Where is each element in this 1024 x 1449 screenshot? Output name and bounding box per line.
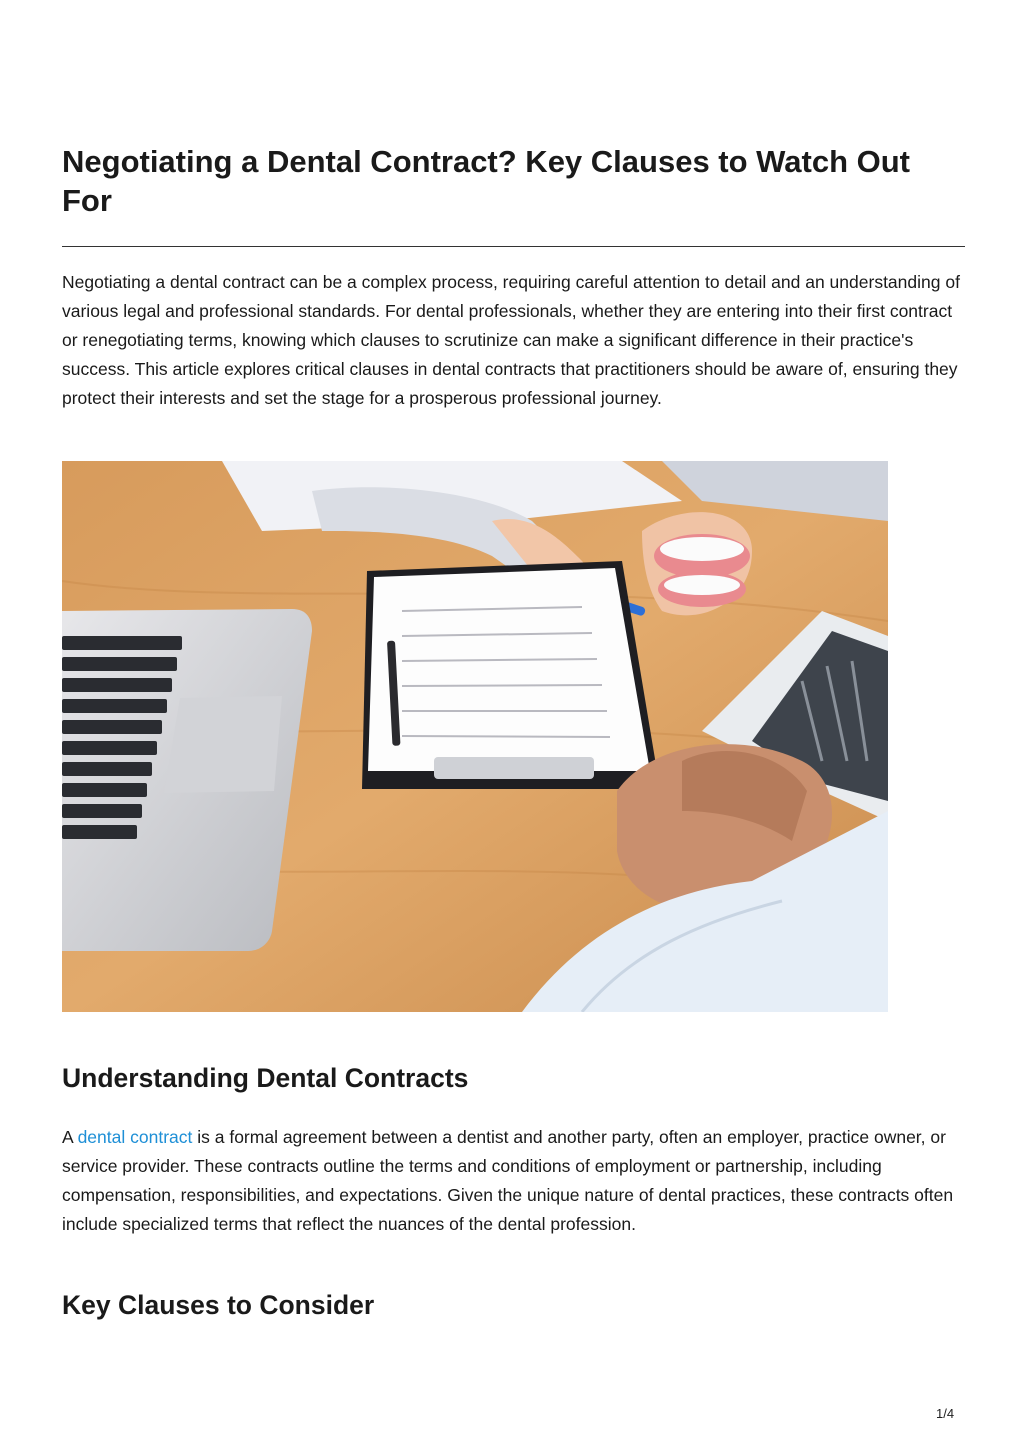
title-divider bbox=[62, 246, 965, 247]
page-number: 1/4 bbox=[936, 1406, 955, 1421]
paragraph-text-start: A bbox=[62, 1127, 78, 1147]
paragraph-text-end: is a formal agreement between a dentist and another party, often an employer, practice owner, or service provider. These contracts outline the terms and conditions of employment or partnership, including compensation, responsibilities, and expectations. Given the unique nature of dental practices, these contracts often include specialized terms that reflect the nuances of the dental profession. bbox=[62, 1127, 954, 1234]
hero-image bbox=[62, 461, 888, 1012]
section-paragraph bbox=[62, 1123, 967, 1239]
dental-contract-link[interactable]: dental contract bbox=[77, 1127, 193, 1147]
section-heading-key-clauses: Key Clauses to Consider bbox=[62, 1290, 375, 1320]
intro-paragraph: Negotiating a dental contract can be a complex process, requiring careful attention to detail and an understanding of various legal and professional standards. For dental professionals, whether they are entering into their first contract or renegotiating terms, knowing which clauses to scrutinize can make a significant difference in their practice's success. This article explores critical clauses in dental contracts that practitioners should be aware of, ensuring they protect their interests and set the stage for a prosperous professional journey. bbox=[62, 272, 960, 408]
article-title: Negotiating a Dental Contract? Key Clauses to Watch Out For bbox=[62, 144, 911, 218]
section-heading-understanding: Understanding Dental Contracts bbox=[62, 1063, 469, 1093]
